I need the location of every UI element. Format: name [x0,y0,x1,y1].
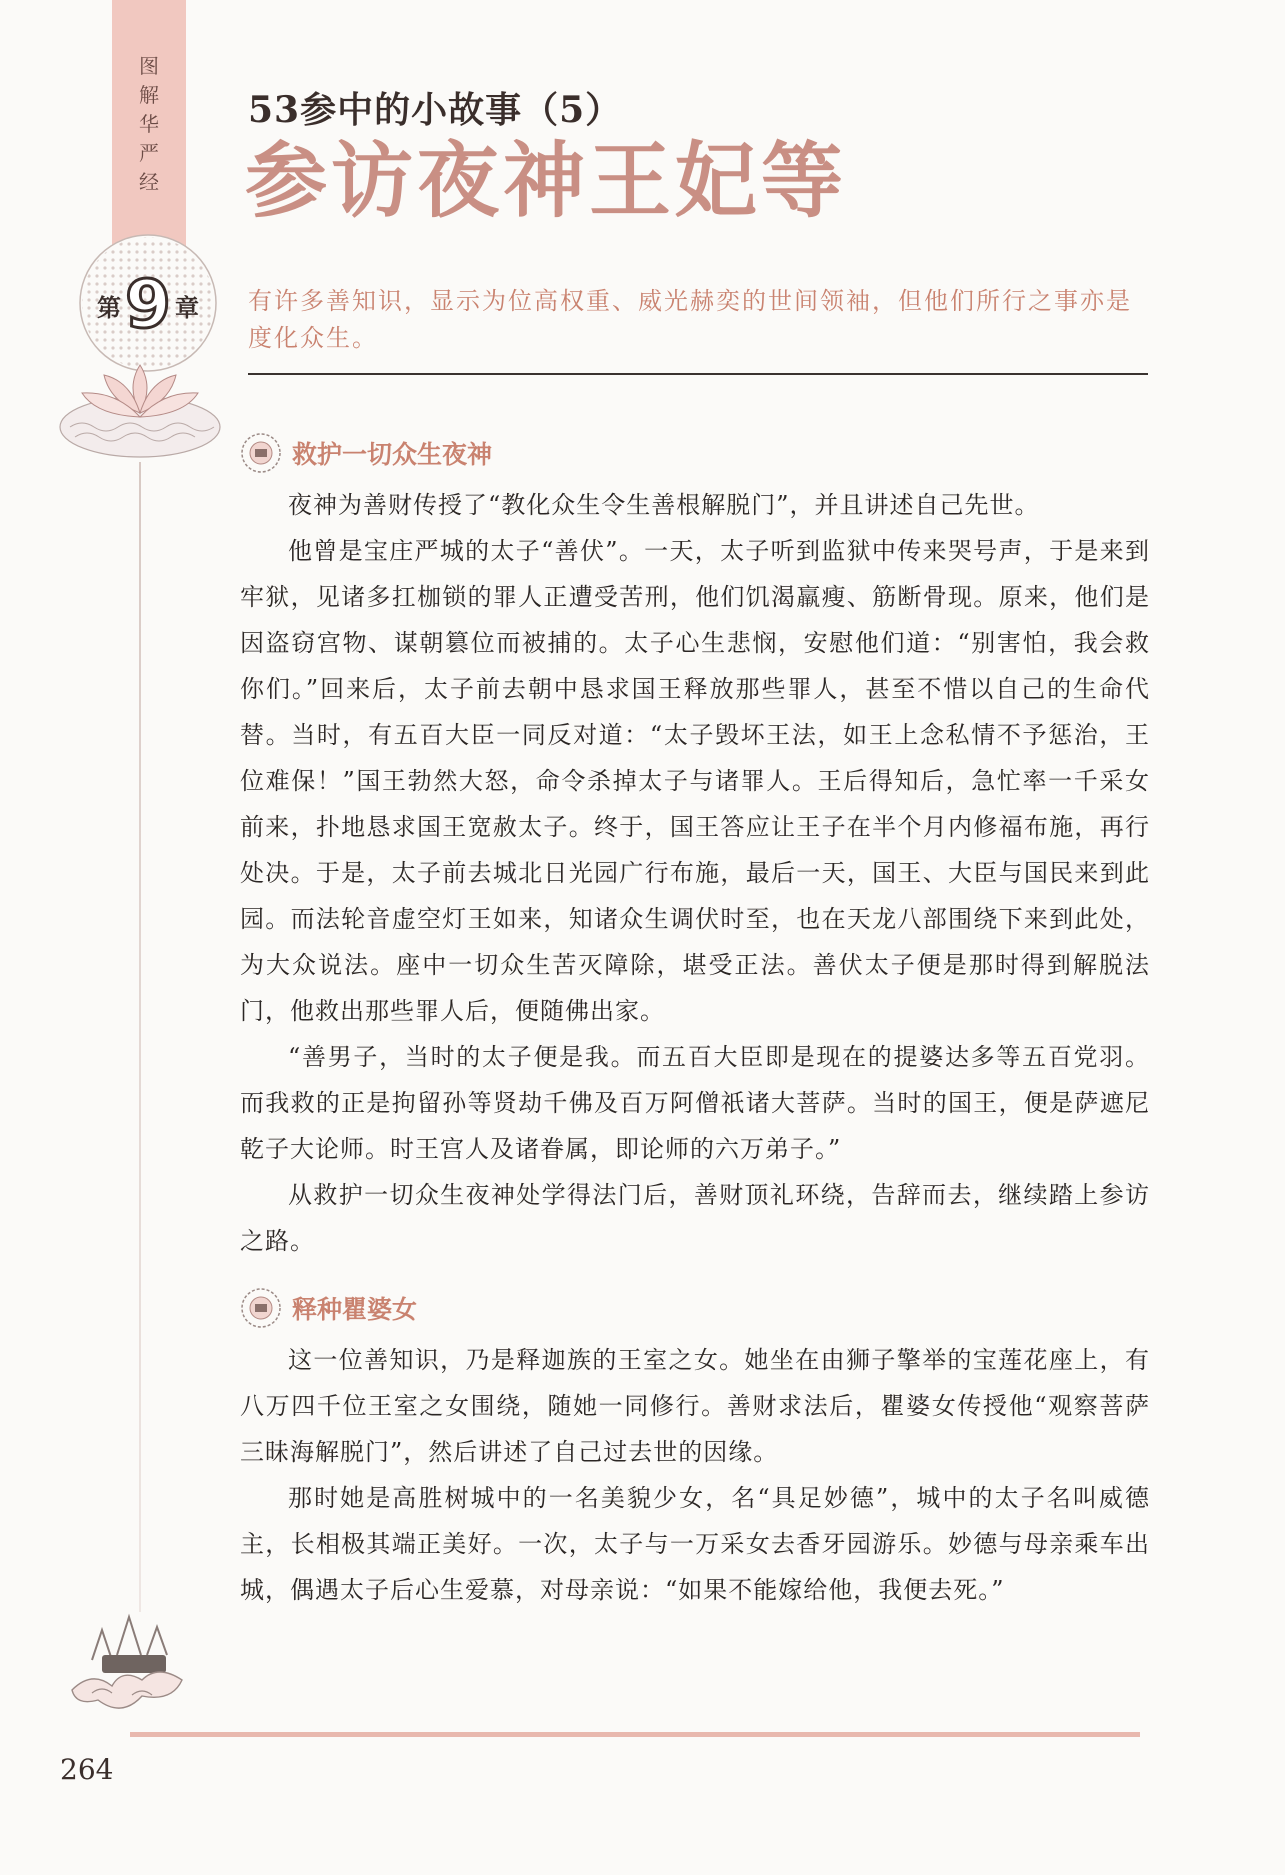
cloud-ornament-icon [62,1605,202,1720]
book-title-char: 解 [139,83,159,107]
section-body [240,1337,1150,1613]
chapter-number: 9 [125,266,171,343]
paragraph: “善男子，当时的太子便是我。而五百大臣即是现在的提婆达多等五百党羽。而我救的正是拘留孙等贤劫千佛及百万阿僧祇诸大菩萨。当时的国王，便是萨遮尼乾子大论师。时王宫人及诸眷属，即论师的六万弟子。” [240,1043,1150,1163]
book-title-char: 严 [139,141,159,165]
lotus-icon [55,355,225,465]
paragraph: 那时她是高胜树城中的一名美貌少女，名“具足妙德”，城中的太子名叫威德主，长相极其端正美好。一次，太子与一万采女去香牙园游乐。妙德与母亲乘车出城，偶遇太子后心生爱慕，对母亲说：“如果不能嫁给他，我便去死。” [240,1484,1150,1604]
book-title-char: 图 [139,54,159,78]
paragraph: 夜神为善财传授了“教化众生令生善根解脱门”，并且讲述自己先世。 [288,491,1040,519]
chapter-intro: 有许多善知识，显示为位高权重、威光赫奕的世间领袖，但他们所行之事亦是度化众生。 [248,287,1132,352]
page-subtitle: 53参中的小故事（5） [248,89,623,131]
page-number: 264 [60,1753,114,1786]
page-title: 参访夜神王妃等 [245,133,848,229]
section-body [240,482,1150,1264]
section-heading-label: 救护一切众生夜神 [292,440,493,469]
footer-rule [130,1732,1140,1737]
chapter-prefix: 第 [97,293,122,322]
chapter-suffix: 章 [174,293,199,322]
book-title-vertical [112,52,186,197]
paragraph: 他曾是宝庄严城的太子“善伏”。一天，太子听到监狱中传来哭号声，于是来到牢狱，见诸多扛枷锁的罪人正遭受苦刑，他们饥渴羸瘦、筋断骨现。原来，他们是因盗窃宫物、谋朝篡位而被捕的。太子心生悲悯，安慰他们道：“别害怕，我会救你们。”回来后，太子前去朝中恳求国王释放那些罪人，甚至不惜以自己的生命代替。当时，有五百大臣一同反对道：“太子毁坏王法，如王上念私情不予惩治，王位难保！”国王勃然大怒，命令杀掉太子与诸罪人。王后得知后，急忙率一千采女前来，扑地恳求国王宽赦太子。终于，国王答应让王子在半个月内修福布施，再行处决。于是，太子前去城北日光园广行布施，最后一天，国王、大臣与国民来到此园。而法轮音虚空灯王如来，知诸众生调伏时至，也在天龙八部围绕下来到此处，为大众说法。座中一切众生苦灭障除，堪受正法。善伏太子便是那时得到解脱法门，他救出那些罪人后，便随佛出家。 [240,537,1150,1025]
book-title-char: 华 [139,112,159,136]
section-heading-label: 释种瞿婆女 [292,1295,418,1324]
section-seal-icon [240,432,282,474]
header-divider [248,373,1148,375]
chapter-label [86,266,210,343]
section-heading [240,432,492,474]
section-heading [240,1287,417,1329]
side-divider-line [139,462,141,1612]
section-seal-icon [240,1287,282,1329]
paragraph: 这一位善知识，乃是释迦族的王室之女。她坐在由狮子擎举的宝莲花座上，有八万四千位王室之女围绕，随她一同修行。善财求法后，瞿婆女传授他“观察菩萨三昧海解脱门”，然后讲述了自己过去世的因缘。 [240,1346,1150,1466]
paragraph: 从救护一切众生夜神处学得法门后，善财顶礼环绕，告辞而去，继续踏上参访之路。 [240,1181,1150,1255]
book-title-char: 经 [139,170,159,194]
